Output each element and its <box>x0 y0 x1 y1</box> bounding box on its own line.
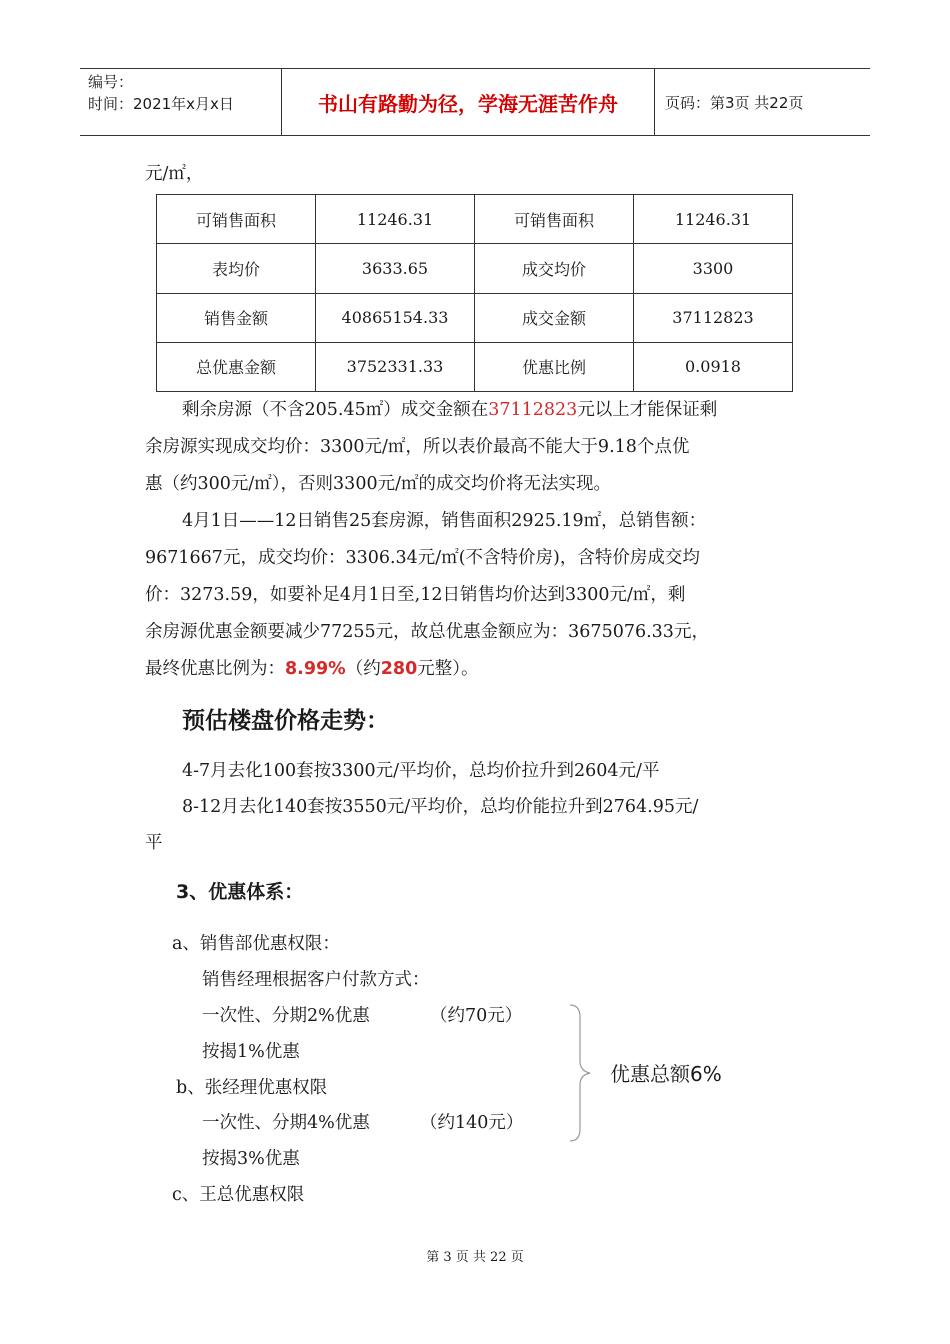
discount-a-item: 按揭1%优惠 <box>202 1042 300 1062</box>
discount-per-sqm: 280 <box>380 659 418 679</box>
table-row <box>157 293 793 342</box>
table-cell: 0.0918 <box>634 342 793 391</box>
table-row <box>157 195 793 244</box>
para1-text: 元以上才能保证剩 <box>577 400 718 420</box>
table-cell: 优惠比例 <box>475 342 634 391</box>
heading-price-trend: 预估楼盘价格走势： <box>182 708 389 734</box>
trend-line: 平 <box>145 833 163 853</box>
sales-table <box>156 194 793 392</box>
table-cell: 销售金额 <box>157 293 316 342</box>
para2-text: 最终优惠比例为： <box>145 659 285 679</box>
table-cell: 成交均价 <box>475 244 634 293</box>
table-cell: 可销售面积 <box>475 195 634 244</box>
para1-text: 剩余房源（不含205.45㎡）成交金额在 <box>182 400 489 420</box>
para2-line: 余房源优惠金额要减少77255元，故总优惠金额应为：3675076.33元， <box>145 622 709 642</box>
table-cell: 11246.31 <box>634 195 793 244</box>
table-row <box>157 244 793 293</box>
header-meta <box>80 69 282 135</box>
discount-ratio: 8.99% <box>285 659 346 679</box>
discount-c-title: c、王总优惠权限 <box>172 1185 305 1205</box>
table-cell: 可销售面积 <box>157 195 316 244</box>
discount-a-item: 一次性、分期2%优惠 <box>202 1006 370 1026</box>
table-cell: 成交金额 <box>475 293 634 342</box>
table-row <box>157 342 793 391</box>
para2-text: （约 <box>345 659 381 679</box>
header-motto: 书山有路勤为径，学海无涯苦作舟 <box>282 69 655 135</box>
para1-amount: 37112823 <box>488 400 578 420</box>
trend-line: 8-12月去化140套按3550元/平均价，总均价能拉升到2764.95元/ <box>182 797 699 817</box>
heading-discount-system: 3、优惠体系： <box>176 881 304 903</box>
page-header <box>80 68 870 136</box>
para1-line: 惠（约300元/㎡），否则3300元/㎡的成交均价将无法实现。 <box>145 474 611 494</box>
para2-line <box>145 655 479 680</box>
discount-b-title: b、张经理优惠权限 <box>176 1078 328 1098</box>
table-cell: 3633.65 <box>316 244 475 293</box>
discount-b-note: （约140元） <box>420 1113 524 1133</box>
para1-line: 余房源实现成交均价：3300元/㎡，所以表价最高不能大于9.18个点优 <box>145 437 690 457</box>
discount-b-item: 一次性、分期4%优惠 <box>202 1113 370 1133</box>
table-cell: 表均价 <box>157 244 316 293</box>
para2-line: 9671667元，成交均价：3306.34元/㎡(不含特价房)，含特价房成交均 <box>145 548 700 568</box>
serial-label: 编号： <box>88 73 134 91</box>
table-cell: 3752331.33 <box>316 342 475 391</box>
table-cell: 40865154.33 <box>316 293 475 342</box>
discount-a-note: （约70元） <box>430 1006 523 1026</box>
header-page-info: 页码：第3页 共22页 <box>665 93 804 112</box>
table-cell: 3300 <box>634 244 793 293</box>
discount-b-item: 按揭3%优惠 <box>202 1149 300 1169</box>
date-label: 时间：2021年x月x日 <box>88 95 234 113</box>
para2-line: 4月1日——12日销售25套房源，销售面积2925.19㎡，总销售额： <box>182 511 707 531</box>
para1-line <box>182 396 717 421</box>
para2-text: 元整）。 <box>417 659 479 679</box>
curly-brace-icon <box>566 1003 596 1143</box>
table-cell: 总优惠金额 <box>157 342 316 391</box>
table-cell: 11246.31 <box>316 195 475 244</box>
para2-line: 价：3273.59，如要补足4月1日至,12日销售均价达到3300元/㎡，剩 <box>145 585 686 605</box>
discount-a-title: a、销售部优惠权限： <box>172 934 340 954</box>
discount-total-label: 优惠总额6% <box>610 1062 722 1086</box>
page-footer: 第 3 页 共 22 页 <box>426 1250 524 1265</box>
discount-a-item: 销售经理根据客户付款方式： <box>202 970 430 990</box>
unit-line: 元/㎡， <box>145 164 204 184</box>
trend-line: 4-7月去化100套按3300元/平均价，总均价拉升到2604元/平 <box>182 761 660 781</box>
table-cell: 37112823 <box>634 293 793 342</box>
